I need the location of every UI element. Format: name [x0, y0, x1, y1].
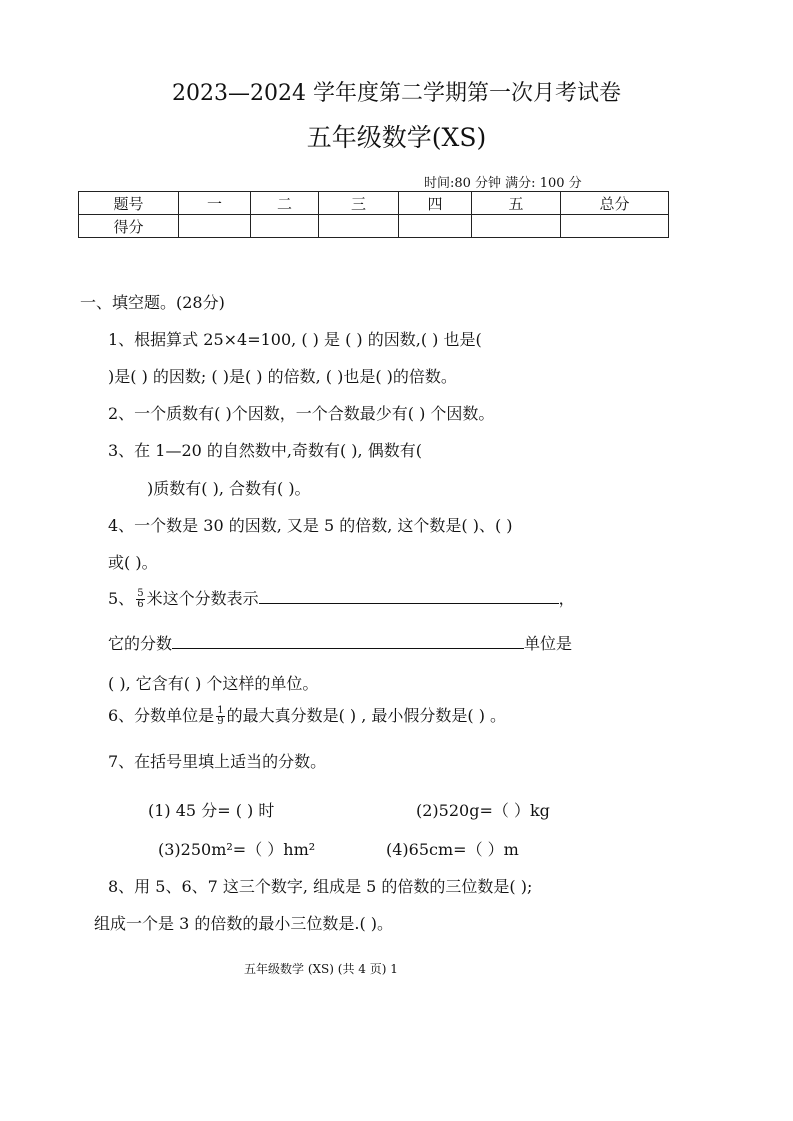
- score-cell[interactable]: [319, 215, 399, 238]
- question-7-part-3: (3)250m²=（ ）hm²: [158, 840, 316, 859]
- score-cell[interactable]: [179, 215, 251, 238]
- question-8-line-1: 8、用 5、6、7 这三个数字, 组成是 5 的倍数的三位数是( );: [108, 877, 533, 896]
- fraction-denominator: 6: [137, 599, 144, 610]
- fraction-five-sixths: [136, 589, 144, 610]
- score-header-cell: 一: [179, 192, 251, 215]
- question-5-prefix: 5、: [108, 589, 135, 608]
- fraction-one-ninth: [216, 706, 224, 727]
- question-5-comma: ，: [558, 589, 575, 608]
- question-5-line-2: [108, 631, 572, 654]
- score-header-cell: 总分: [561, 192, 669, 215]
- score-header-cell: 五: [472, 192, 561, 215]
- question-3-line-2: )质数有( ), 合数有( )。: [147, 479, 311, 498]
- score-header-cell: 四: [399, 192, 472, 215]
- score-cell[interactable]: [472, 215, 561, 238]
- page-footer: 五年级数学 (XS) (共 4 页) 1: [244, 962, 398, 976]
- score-header-cell: 三: [319, 192, 399, 215]
- question-6-prefix: 6、分数单位是: [108, 706, 215, 725]
- question-4-line-1: 4、一个数是 30 的因数, 又是 5 的倍数, 这个数是( )、( ): [108, 516, 513, 535]
- question-5-line-3: ( ), 它含有( ) 个这样的单位。: [108, 674, 319, 693]
- score-row-label: 得分: [79, 215, 179, 238]
- question-5-text: 米这个分数表示: [146, 589, 259, 608]
- question-8-line-2: 组成一个是 3 的倍数的最小三位数是.( )。: [94, 914, 394, 933]
- question-7-part-2: (2)520g=（ ）kg: [416, 801, 550, 820]
- score-cell[interactable]: [561, 215, 669, 238]
- fraction-denominator: 9: [217, 716, 224, 727]
- question-1-line-2: )是( ) 的因数; ( )是( ) 的倍数, ( )也是( )的倍数。: [108, 367, 457, 386]
- score-table-header-row: [79, 192, 669, 215]
- fraction-numerator: 1: [217, 705, 224, 716]
- exam-subtitle: 五年级数学(XS): [306, 123, 487, 152]
- question-4-line-2: 或( )。: [108, 553, 158, 572]
- question-6-text: 的最大真分数是( ) , 最小假分数是( ) 。: [226, 706, 507, 725]
- question-5-line-1: [108, 586, 575, 610]
- question-5-unit-label: 它的分数: [108, 634, 173, 653]
- section-title: 一、填空题。(28分): [80, 293, 225, 312]
- score-table-score-row: [79, 215, 669, 238]
- question-7-part-4: (4)65cm=（ ）m: [386, 840, 519, 859]
- answer-blank-line[interactable]: [259, 589, 559, 604]
- question-3-line-1: 3、在 1—20 的自然数中,奇数有( ), 偶数有(: [108, 441, 422, 460]
- question-7-part-1: (1) 45 分= ( ) 时: [148, 801, 275, 820]
- score-header-cell: 二: [251, 192, 319, 215]
- exam-title: 2023—2024 学年度第二学期第一次月考试卷: [172, 81, 621, 106]
- score-cell[interactable]: [251, 215, 319, 238]
- score-header-cell: 题号: [79, 192, 179, 215]
- score-table: [78, 191, 669, 238]
- question-5-unit-suffix: 单位是: [524, 634, 573, 653]
- exam-meta: 时间:80 分钟 满分: 100 分: [424, 176, 582, 191]
- fraction-numerator: 5: [137, 588, 144, 599]
- question-1-line-1: 1、根据算式 25×4=100, ( ) 是 ( ) 的因数,( ) 也是(: [108, 330, 482, 349]
- answer-blank-line[interactable]: [172, 634, 524, 649]
- question-6: [108, 703, 506, 727]
- question-2: 2、一个质数有( )个因数，一个合数最少有( ) 个因数。: [108, 404, 495, 423]
- question-7: 7、在括号里填上适当的分数。: [108, 752, 327, 771]
- score-cell[interactable]: [399, 215, 472, 238]
